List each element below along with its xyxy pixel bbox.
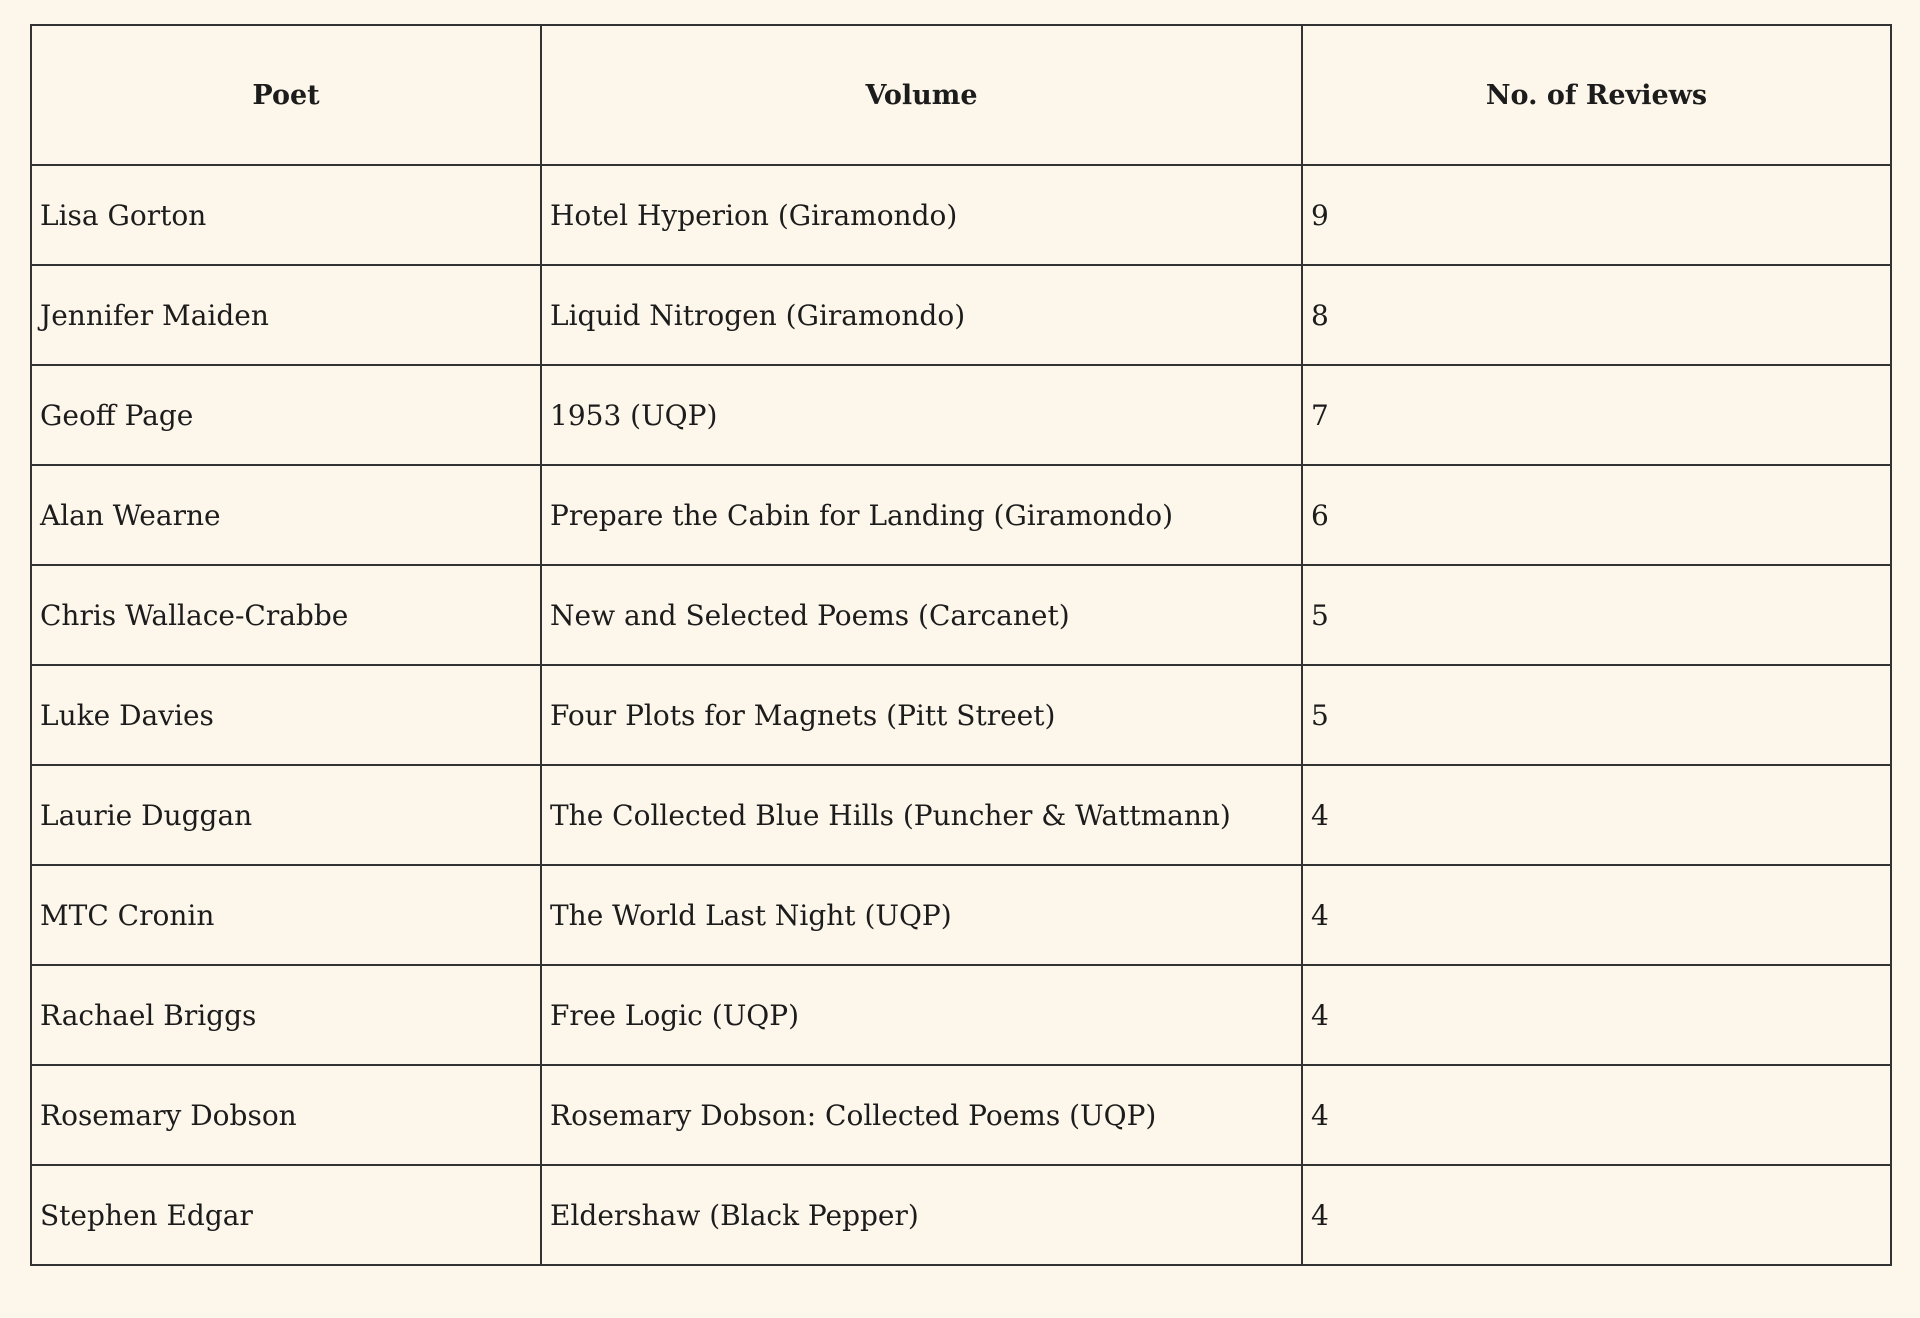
- volume-cell: Rosemary Dobson: Collected Poems (UQP): [541, 1065, 1302, 1165]
- reviews-cell: 4: [1302, 1165, 1891, 1265]
- table-row: [31, 365, 1891, 465]
- table-row: [31, 865, 1891, 965]
- volume-cell: 1953 (UQP): [541, 365, 1302, 465]
- header-volume: Volume: [541, 25, 1302, 165]
- poet-cell: Luke Davies: [31, 665, 541, 765]
- volume-cell: Liquid Nitrogen (Giramondo): [541, 265, 1302, 365]
- reviews-cell: 7: [1302, 365, 1891, 465]
- volume-cell: Prepare the Cabin for Landing (Giramondo): [541, 465, 1302, 565]
- reviews-cell: 5: [1302, 565, 1891, 665]
- volume-cell: The World Last Night (UQP): [541, 865, 1302, 965]
- table-row: [31, 765, 1891, 865]
- volume-cell: New and Selected Poems (Carcanet): [541, 565, 1302, 665]
- reviews-table: [30, 24, 1892, 1266]
- table-body: [31, 165, 1891, 1265]
- volume-cell: Four Plots for Magnets (Pitt Street): [541, 665, 1302, 765]
- reviews-cell: 4: [1302, 1065, 1891, 1165]
- poet-cell: Stephen Edgar: [31, 1165, 541, 1265]
- table-row: [31, 1065, 1891, 1165]
- poet-cell: Rachael Briggs: [31, 965, 541, 1065]
- reviews-cell: 4: [1302, 865, 1891, 965]
- reviews-cell: 9: [1302, 165, 1891, 265]
- reviews-cell: 4: [1302, 965, 1891, 1065]
- reviews-table-container: [30, 24, 1890, 1266]
- table-row: [31, 465, 1891, 565]
- table-row: [31, 265, 1891, 365]
- reviews-cell: 4: [1302, 765, 1891, 865]
- volume-cell: Free Logic (UQP): [541, 965, 1302, 1065]
- volume-cell: Eldershaw (Black Pepper): [541, 1165, 1302, 1265]
- poet-cell: MTC Cronin: [31, 865, 541, 965]
- reviews-cell: 5: [1302, 665, 1891, 765]
- table-row: [31, 565, 1891, 665]
- reviews-cell: 6: [1302, 465, 1891, 565]
- volume-cell: The Collected Blue Hills (Puncher & Wattmann): [541, 765, 1302, 865]
- table-row: [31, 965, 1891, 1065]
- poet-cell: Chris Wallace-Crabbe: [31, 565, 541, 665]
- poet-cell: Jennifer Maiden: [31, 265, 541, 365]
- table-row: [31, 665, 1891, 765]
- table-row: [31, 1165, 1891, 1265]
- poet-cell: Lisa Gorton: [31, 165, 541, 265]
- header-poet: Poet: [31, 25, 541, 165]
- table-row: [31, 165, 1891, 265]
- table-header-row: [31, 25, 1891, 165]
- reviews-cell: 8: [1302, 265, 1891, 365]
- poet-cell: Alan Wearne: [31, 465, 541, 565]
- poet-cell: Geoff Page: [31, 365, 541, 465]
- volume-cell: Hotel Hyperion (Giramondo): [541, 165, 1302, 265]
- header-reviews: No. of Reviews: [1302, 25, 1891, 165]
- poet-cell: Rosemary Dobson: [31, 1065, 541, 1165]
- poet-cell: Laurie Duggan: [31, 765, 541, 865]
